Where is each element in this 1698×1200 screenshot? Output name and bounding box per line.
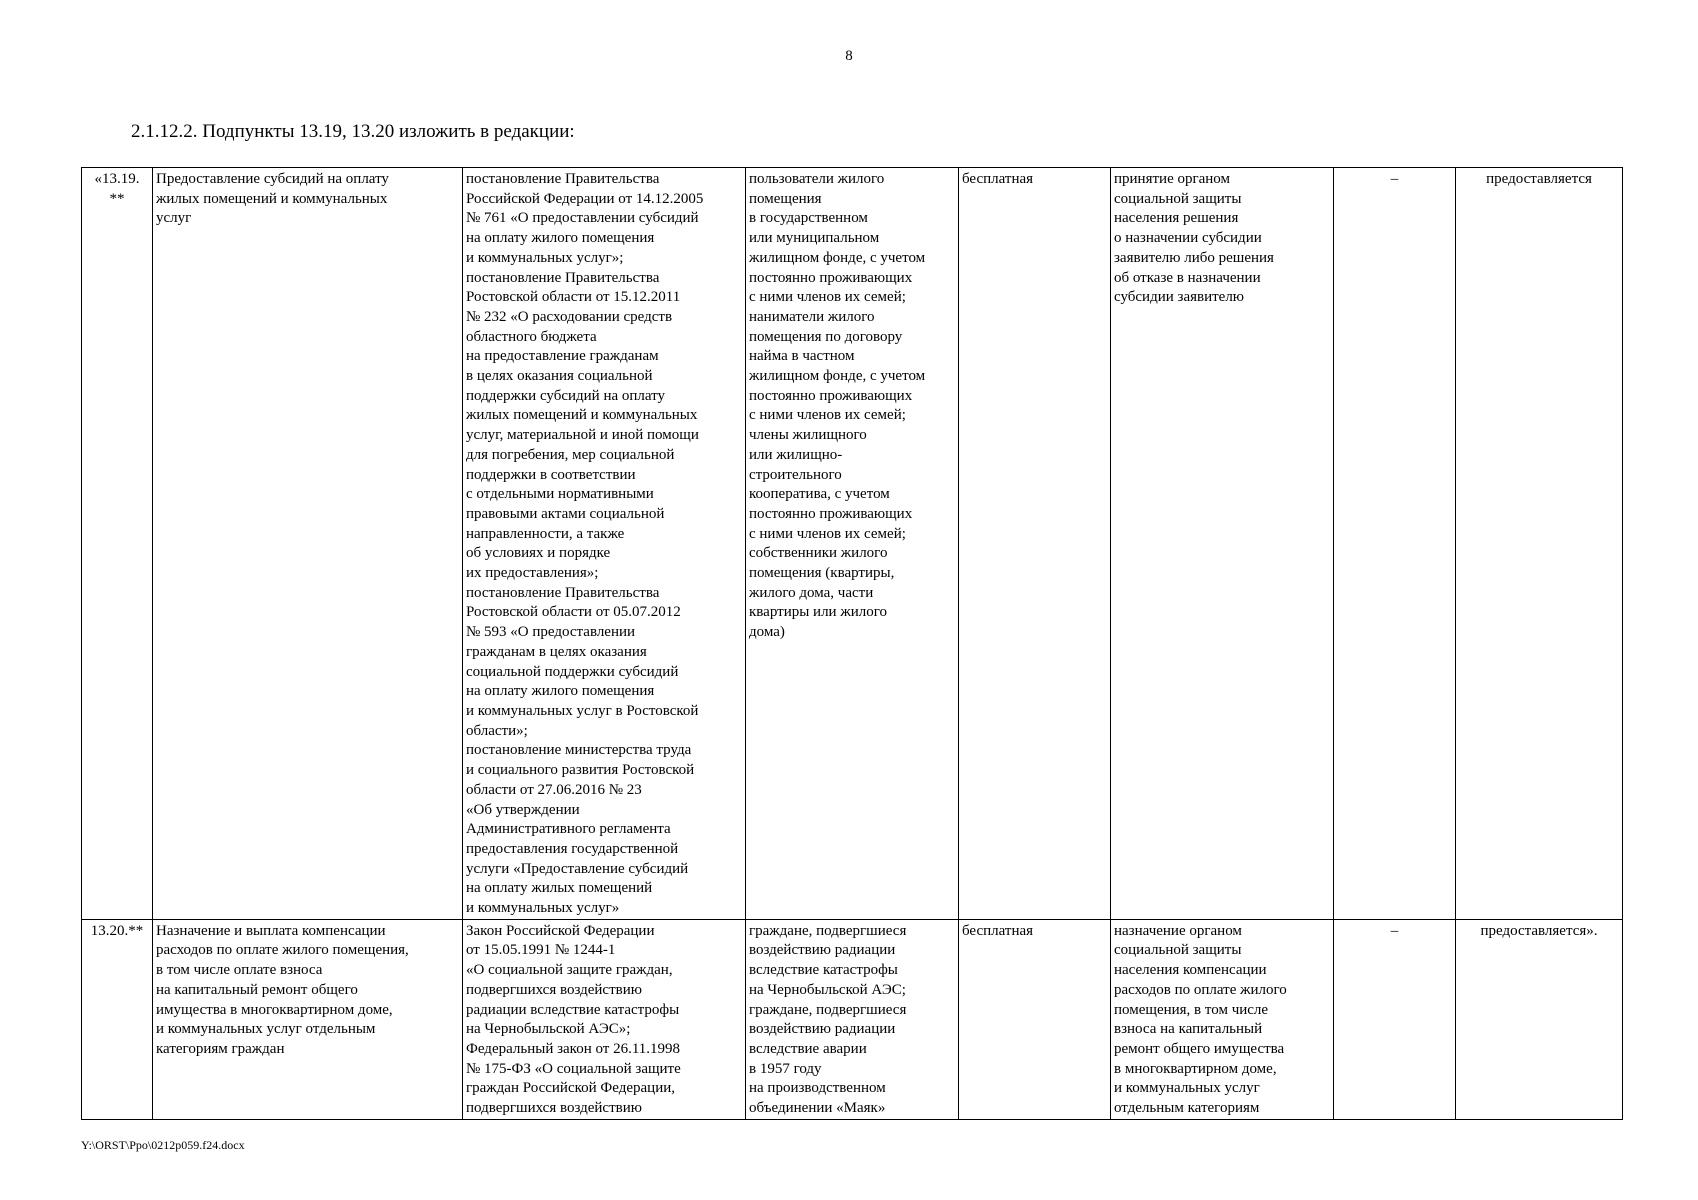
item-number-cell: 13.20.** <box>82 919 153 1119</box>
legal-basis-cell: Закон Российской Федерации от 15.05.1991 № 1244-1 «О социальной защите граждан, подвергшихся воздействию радиации вследствие катастрофы на Чернобыльской АЭС»; Федеральный закон от 26.11.1998 № 175-ФЗ «О социальной защите граждан Российской Федерации, подвергшихся воздействию <box>463 919 746 1119</box>
item-number-cell: «13.19. ** <box>82 168 153 920</box>
table-row <box>82 168 1623 920</box>
recipients-cell: граждане, подвергшиеся воздействию радиации вследствие катастрофы на Чернобыльской АЭС; граждане, подвергшиеся воздействию радиации вследствие аварии в 1957 году на производственном объединении «Маяк» <box>746 919 959 1119</box>
dash-cell: – <box>1334 919 1456 1119</box>
result-cell: принятие органом социальной защиты населения решения о назначении субсидии заявителю либо решения об отказе в назначении субсидии заявителю <box>1111 168 1334 920</box>
services-table <box>81 167 1623 1120</box>
table-row <box>82 919 1623 1119</box>
legal-basis-cell: постановление Правительства Российской Федерации от 14.12.2005 № 761 «О предоставлении субсидий на оплату жилого помещения и коммунальных услуг»; постановление Правительства Ростовской области от 15.12.2011 № 232 «О расходовании средств областного бюджета на предоставление гражданам в целях оказания социальной поддержки субсидий на оплату жилых помещений и коммунальных услуг, материальной и иной помощи для погребения, мер социальной поддержки в соответствии с отдельными нормативными правовыми актами социальной направленности, а также об условиях и порядке их предоставления»; постановление Правительства Ростовской области от 05.07.2012 № 593 «О предоставлении гражданам в целях оказания социальной поддержки субсидий на оплату жилого помещения и коммунальных услуг в Ростовской области»; постановление министерства труда и социального развития Ростовской области от 27.06.2016 № 23 «Об утверждении Административного регламента предоставления государственной услуги «Предоставление субсидий на оплату жилых помещений и коммунальных услуг» <box>463 168 746 920</box>
page-number: 8 <box>845 48 853 64</box>
status-cell: предоставляется». <box>1456 919 1623 1119</box>
service-name-cell: Предоставление субсидий на оплату жилых помещений и коммунальных услуг <box>153 168 463 920</box>
intro-paragraph: 2.1.12.2. Подпункты 13.19, 13.20 изложить в редакции: <box>131 121 575 142</box>
file-path-footer: Y:\ORST\Ppo\0212p059.f24.docx <box>81 1138 245 1152</box>
result-cell: назначение органом социальной защиты населения компенсации расходов по оплате жилого помещения, в том числе взноса на капитальный ремонт общего имущества в многоквартирном доме, и коммунальных услуг отдельным категориям <box>1111 919 1334 1119</box>
dash-cell: – <box>1334 168 1456 920</box>
fee-cell: бесплатная <box>959 168 1111 920</box>
service-name-cell: Назначение и выплата компенсации расходов по оплате жилого помещения, в том числе оплате взноса на капитальный ремонт общего имущества в многоквартирном доме, и коммунальных услуг отдельным категориям граждан <box>153 919 463 1119</box>
status-cell: предоставляется <box>1456 168 1623 920</box>
recipients-cell: пользователи жилого помещения в государственном или муниципальном жилищном фонде, с учетом постоянно проживающих с ними членов их семей; наниматели жилого помещения по договору найма в частном жилищном фонде, с учетом постоянно проживающих с ними членов их семей; члены жилищного или жилищно- строительного кооператива, с учетом постоянно проживающих с ними членов их семей; собственники жилого помещения (квартиры, жилого дома, части квартиры или жилого дома) <box>746 168 959 920</box>
fee-cell: бесплатная <box>959 919 1111 1119</box>
